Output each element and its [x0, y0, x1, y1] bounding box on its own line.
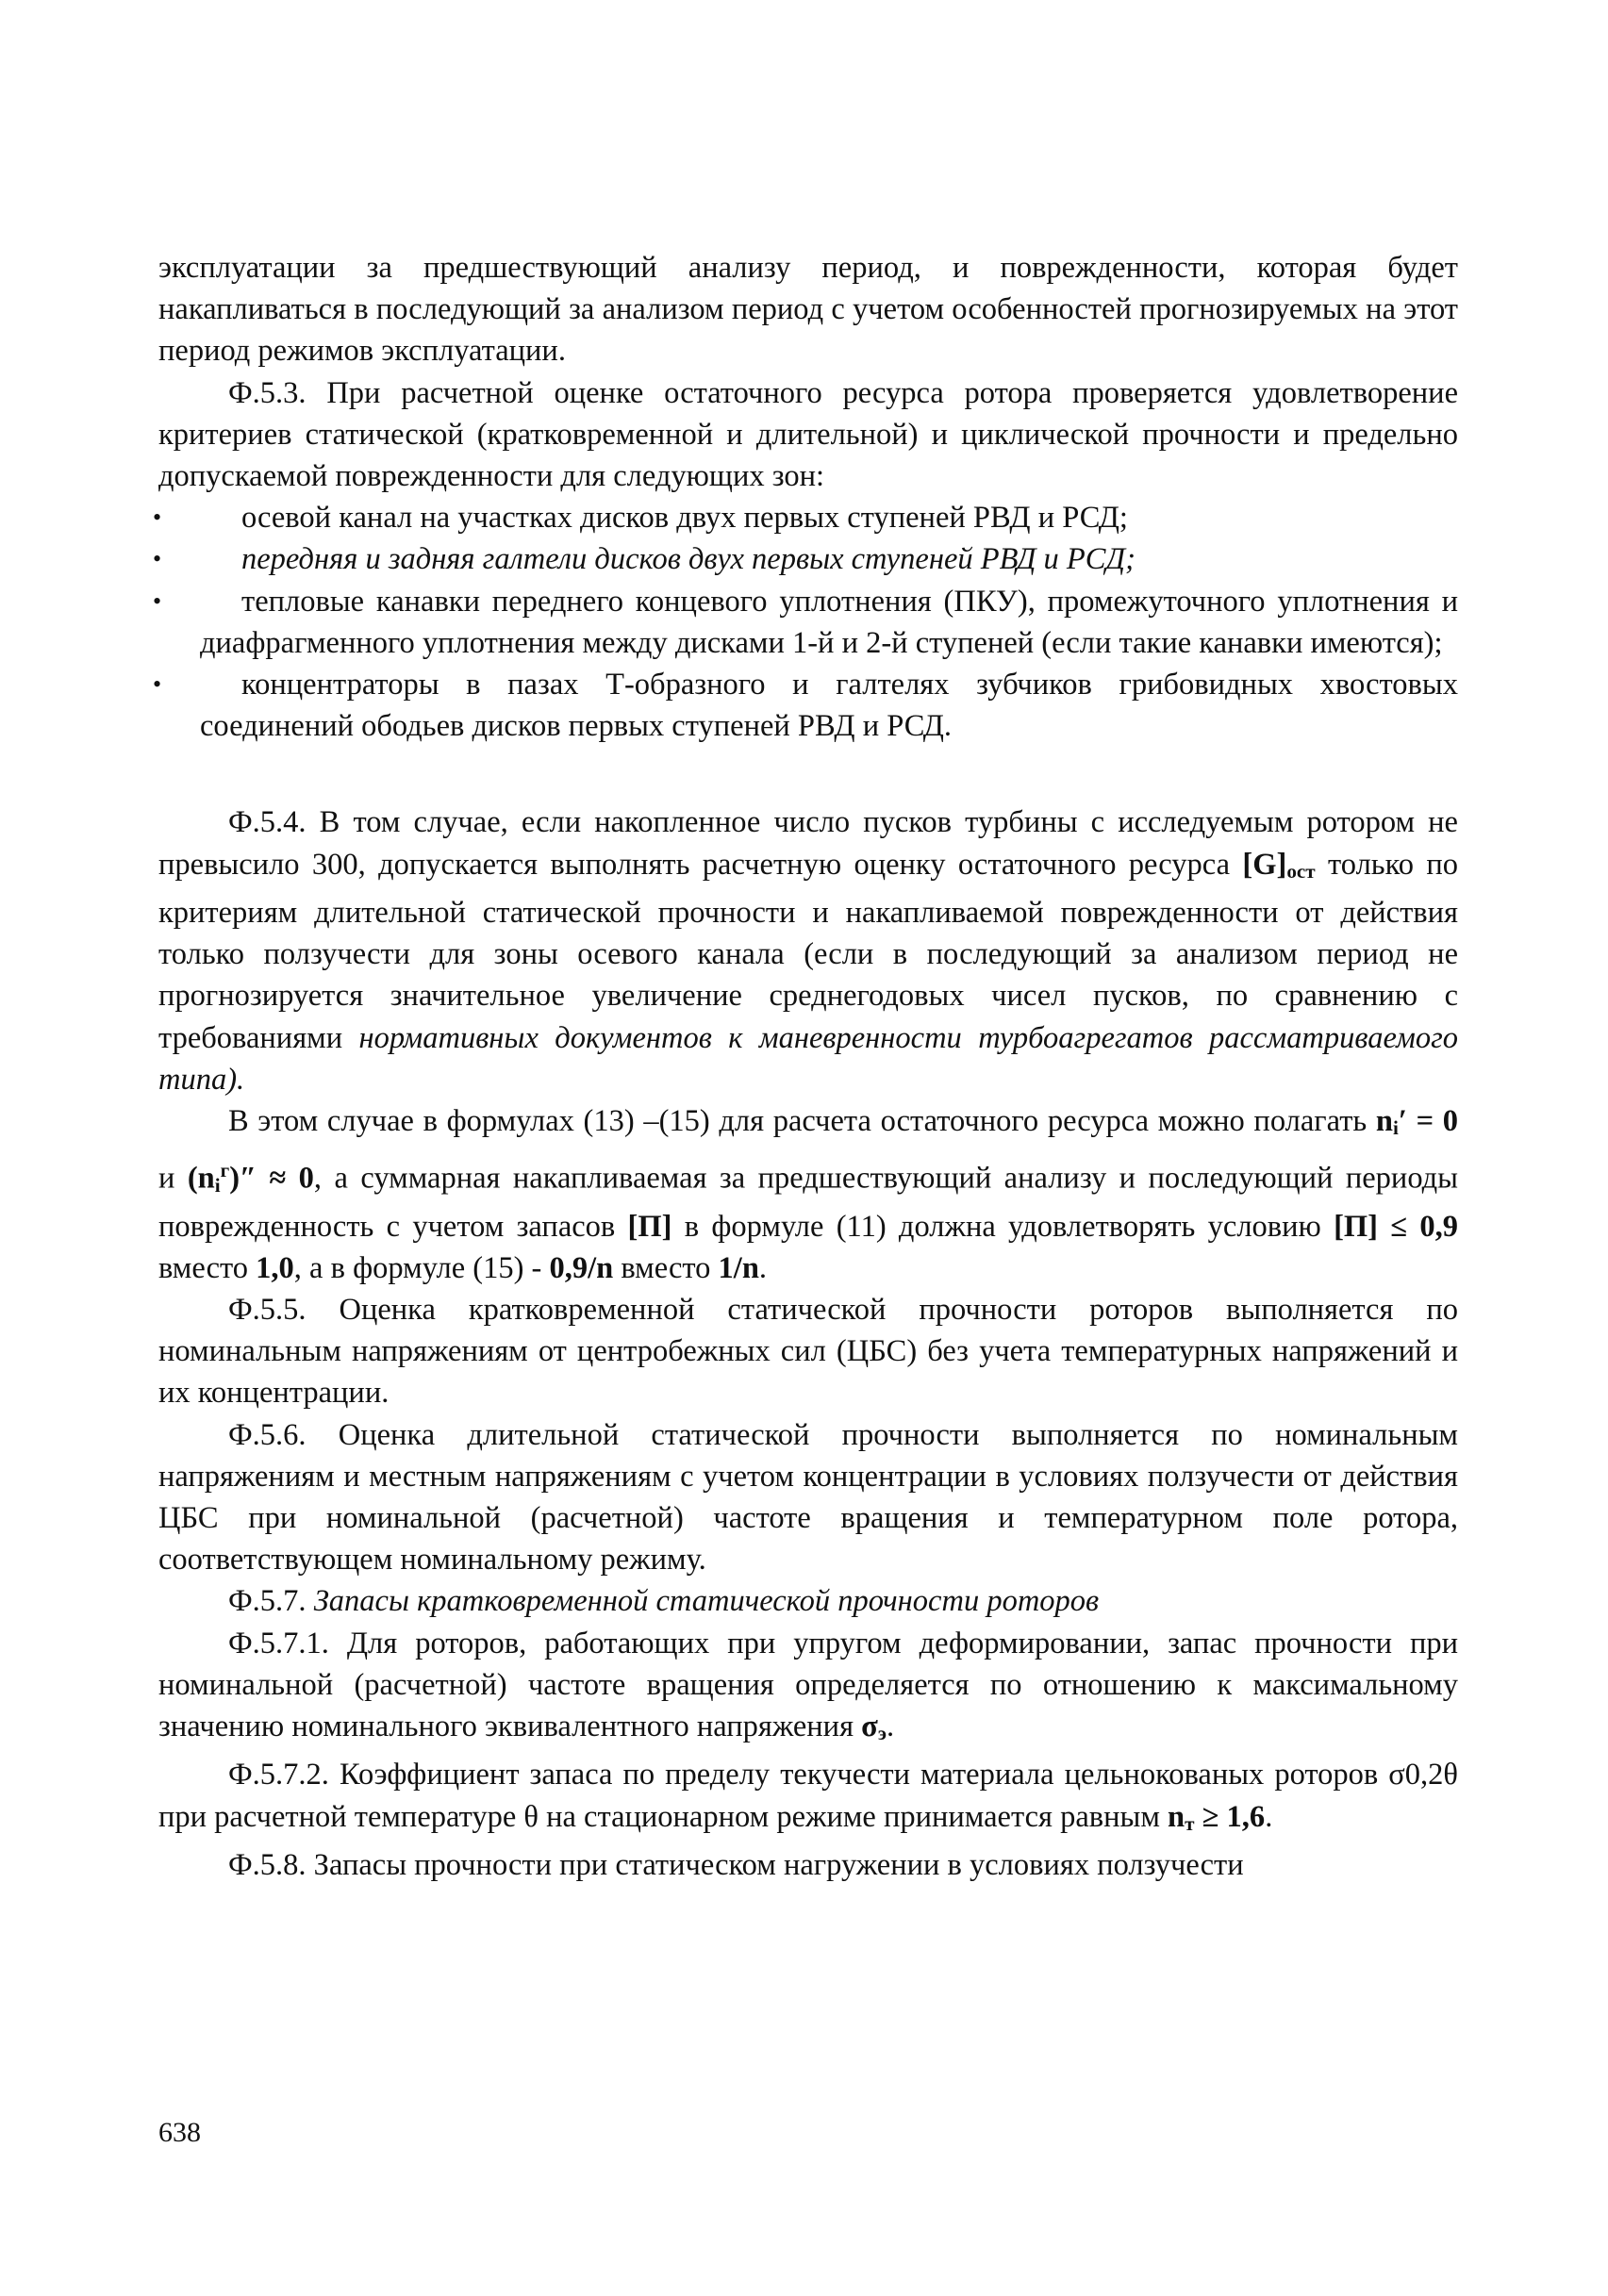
section-heading-italic: Запасы кратковременной статической прочности роторов	[313, 1584, 1100, 1619]
paragraph-5-4-continued	[158, 1100, 1458, 1289]
list-item	[153, 664, 1458, 747]
formula-n-subscript: i	[214, 1173, 221, 1197]
paragraph-5-3: Ф.5.3. При расчетной оценке остаточного ресурса ротора проверяется удовлетворение критериев статической (кратковременной и длительной) и циклической прочности и предельно допускаемой поврежденности для следующих зон:	[158, 375, 1458, 494]
text-run: вместо	[158, 1250, 257, 1285]
formula-condition: [П] ≤ 0,9	[1334, 1209, 1458, 1244]
formula-damage-symbol: [П]	[627, 1209, 672, 1244]
text-run: Ф.5.7.2. Коэффициент запаса по пределу текучести материала цельнокованых роторов σ0,2θ при расчетной температуре θ на стационарном режиме принимается равным	[158, 1758, 1458, 1834]
text-run: , а в формуле (15) -	[293, 1250, 550, 1285]
paragraph-5-6: Ф.5.6. Оценка длительной статической прочности выполняется по номинальным напряжениям и местным напряжениям с учетом концентрации в условиях ползучести от действия ЦБС при номинальной (расчетной) частоте вращения и температурном поле ротора, соответствующем номинальному режиму.	[158, 1417, 1458, 1577]
text-run: только по критериям длительной статической прочности и накапливаемой поврежденности от действия только ползучести для зоны осевого канала (если в последующий за анализом период не прогнозируется значительное увеличение среднегодовых чисел пусков, по сравнению с требованиями	[158, 847, 1458, 1055]
paragraph-5-4	[158, 801, 1458, 1100]
formula-n-superscript: г	[220, 1158, 230, 1181]
list-item	[153, 581, 1458, 664]
bullet-icon: •	[153, 586, 162, 615]
formula-n-symbol: n	[1375, 1104, 1393, 1139]
formula-value: 1/n	[718, 1250, 759, 1285]
text-run: .	[886, 1709, 895, 1743]
list-item	[153, 497, 1458, 538]
text-run: и	[158, 1161, 188, 1196]
sigma-symbol: σ	[861, 1709, 878, 1743]
formula-n-subscript: i	[1392, 1116, 1399, 1140]
formula-n-value: )″ ≈ 0	[229, 1161, 314, 1196]
paragraph-intro: эксплуатации за предшествующий анализу период, и поврежденности, которая будет накапливаться в последующий за анализом период с учетом особенностей прогнозируемых на этот период режимов эксплуатации.	[158, 251, 1458, 369]
text-run: Ф.5.7.	[228, 1584, 314, 1619]
text-run: вместо	[613, 1250, 719, 1285]
bullet-icon: •	[153, 545, 162, 573]
list-item-text: концентраторы в пазах Т-образного и галтелях зубчиков грибовидных хвостовых соединений ободьев дисков первых ступеней РВД и РСД.	[200, 668, 1458, 744]
document-body	[153, 247, 1459, 1886]
paragraph-5-7-1	[158, 1623, 1458, 1755]
sigma-subscript: э	[877, 1722, 887, 1745]
text-run-italic: нормативных документов к маневренности турбоагрегатов рассматриваемого типа).	[158, 1020, 1458, 1097]
residual-resource-subscript: ост	[1286, 859, 1316, 883]
page-number: 638	[158, 2117, 201, 2148]
residual-resource-symbol: [G]	[1242, 847, 1287, 882]
text-run: в формуле (11) должна удовлетворять условию	[671, 1209, 1334, 1244]
list-item-text: тепловые канавки переднего концевого уплотнения (ПКУ), промежуточного уплотнения и диафрагменного уплотнения между дисками 1-й и 2-й ступеней (если такие канавки имеются);	[200, 584, 1458, 660]
safety-factor-symbol: n	[1168, 1799, 1185, 1834]
text-run: Ф.5.7.1. Для роторов, работающих при упругом деформировании, запас прочности при номинальной (расчетной) частоте вращения определяется по отношению к максимальному значению номинального эквивалентного напряжения	[158, 1626, 1458, 1743]
text-run: В этом случае в формулах (13) –(15) для расчета остаточного ресурса можно полагать	[228, 1104, 1376, 1139]
safety-factor-value: ≥ 1,6	[1194, 1799, 1266, 1834]
bullet-icon: •	[153, 670, 162, 699]
formula-n-value: ′ = 0	[1398, 1104, 1458, 1139]
paragraph-5-5: Ф.5.5. Оценка кратковременной статической прочности роторов выполняется по номинальным напряжениям от центробежных сил (ЦБС) без учета температурных напряжений и их концентрации.	[158, 1292, 1458, 1411]
bullet-icon: •	[153, 504, 162, 532]
zone-list	[153, 497, 1458, 747]
paragraph-5-7	[158, 1580, 1458, 1622]
formula-value: 1,0	[256, 1250, 294, 1285]
text-run: .	[1265, 1799, 1273, 1834]
list-item	[153, 538, 1458, 580]
text-run: Ф.5.4. В том случае, если накопленное число пусков турбины с исследуемым ротором не превысило 300, допускается выполнять расчетную оценку остаточного ресурса	[158, 805, 1458, 882]
formula-n-symbol: (n	[187, 1161, 215, 1196]
safety-factor-subscript: т	[1185, 1811, 1195, 1835]
formula-value: 0,9/n	[549, 1250, 614, 1285]
list-item-text: передняя и задняя галтели дисков двух первых ступеней РВД и РСД;	[241, 542, 1136, 577]
paragraph-5-7-2	[158, 1754, 1458, 1844]
list-item-text: осевой канал на участках дисков двух первых ступеней РВД и РСД;	[241, 501, 1128, 536]
paragraph-5-8: Ф.5.8. Запасы прочности при статическом нагружении в условиях ползучести	[228, 1848, 1244, 1883]
text-run: , а суммарная накапливаемая за предшествующий анализу и последующий периоды поврежденность с учетом запасов	[158, 1161, 1459, 1244]
text-run: .	[758, 1250, 768, 1285]
